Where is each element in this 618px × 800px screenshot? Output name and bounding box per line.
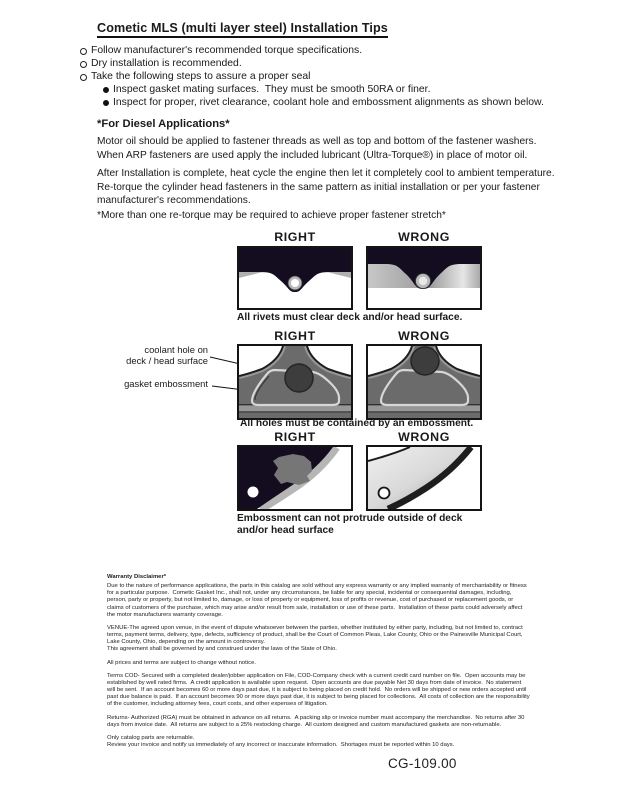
sub-bullet-item: [103, 96, 560, 109]
bullet-text: Dry installation is recommended.: [91, 58, 242, 69]
sub-bullet-text: Inspect for proper, rivet clearance, coolant hole and embossment alignments as shown below.: [113, 97, 544, 108]
row1-wrong-label: WRONG: [398, 230, 450, 244]
bullet-item: [80, 70, 560, 83]
diesel-paragraph-2: After Installation is complete, heat cycle the engine then let it completely cool to ambient temperature. Re-torque the cylinder head fasteners in the same pattern as initial installation or per your fastener manufacturer's recommendations.: [97, 168, 558, 207]
diesel-section-heading: *For Diesel Applications*: [97, 118, 230, 130]
row1-right-label: RIGHT: [274, 230, 316, 244]
legal-paragraph: Returns- Authorized (RGA) must be obtained in advance on all returns. A packing slip or invoice number must accompany the merchandise. No returns after 30 days from invoice date. All returns are subject to a 25% restocking charge. All custom designed and custom manufactured gaskets are non-returnable.: [107, 714, 527, 728]
bullet-text: Take the following steps to assure a proper seal: [91, 71, 311, 82]
coolant-hole-right-diagram: [239, 346, 351, 418]
page-number: CG-109.00: [388, 756, 457, 771]
row2-wrong-label: WRONG: [398, 329, 450, 343]
row2-right-panel: [237, 344, 353, 420]
legal-paragraph: VENUE-The agreed upon venue, in the event of dispute whatsoever between the parties, whether instituted by either party, including, but not limited to, contract terms, payment terms, delivery, type, defects, sufficiency of product, shall be the Court of Common Pleas, Lake County, Ohio or the Painesville Municipal Court, Lake County, Ohio, depending on the amount in controversy.: [107, 624, 525, 646]
row3-caption: Embossment can not protrude outside of deck and/or head surface: [237, 513, 463, 536]
warranty-heading: Warranty Disclaimer*: [107, 574, 167, 580]
legal-paragraph: Terms COD- Secured with a completed dealer/jobber application on File, COD-Company check with a current credit card number on file. Open accounts may be established by well rated firms. A credit application is available upon request. Open accounts are due payable Net 30 days from date of invoice. No statement will be sent. If an account becomes 60 or more days past due, it is subject to being placed on credit hold. No orders will be shipped or new orders accepted until past due balance is paid. If an account becomes 90 or more days past due, it is subject to being placed for collections. All costs of collection are the responsibility of the customer, including attorney fees, court costs, and other expenses of litigation.: [107, 672, 532, 708]
warranty-disclaimer-block: [107, 574, 531, 755]
rivet-clearance-wrong-diagram: [368, 248, 480, 308]
embossment-area: [273, 454, 312, 485]
row2-right-label: RIGHT: [274, 329, 316, 343]
row3-right-panel: [237, 445, 353, 511]
row3-right-label: RIGHT: [274, 430, 316, 444]
legal-paragraph: This agreement shall be governed by and construed under the laws of the State of Ohio.: [107, 646, 337, 653]
retorque-note: *More than one re-torque may be required to achieve proper fastener stretch*: [97, 210, 446, 221]
legal-paragraph: Due to the nature of performance applications, the parts in this catalog are sold without any express warranty or any implied warranty of merchantability or fitness for a particular purpose. Cometic Gasket Inc., shall not, under any circumstances, be liable for any special, incidental or consequential damages, including, person, party or property, but not limited to, damage, or loss of property or equipment, loss of profits or revenue, cost of purchased or replacement goods, or claims of customers of the purchase, which may arise and/or result from sale, installation or use of these parts. Installation of these parts could adversely affect the motor manufacturers warranty coverage.: [107, 583, 529, 618]
legal-paragraph: Review your invoice and notify us immediately of any incorrect or inaccurate information. Shortages must be reported within 10 days.: [107, 741, 455, 748]
row1-caption: All rivets must clear deck and/or head surface.: [237, 312, 463, 323]
bullet-list: [80, 44, 560, 109]
coolant-hole-wrong-diagram: [368, 346, 480, 418]
open-circle-bullet-icon: [80, 74, 87, 81]
bullet-text: Follow manufacturer's recommended torque specifications.: [91, 45, 363, 56]
page-title: Cometic MLS (multi layer steel) Installation Tips: [97, 21, 388, 38]
bolt-hole: [379, 488, 390, 499]
legal-paragraph: All prices and terms are subject to change without notice.: [107, 659, 256, 666]
row3-wrong-panel: [366, 445, 482, 511]
diesel-paragraph-1: Motor oil should be applied to fastener threads as well as top and bottom of the fastener washers. When ARP fasteners are used apply the included lubricant (Ultra-Torque®) in place of motor oil.: [97, 136, 540, 161]
open-circle-bullet-icon: [80, 61, 87, 68]
row1-right-panel: [237, 246, 353, 310]
row2-caption: All holes must be contained by an embossment.: [240, 418, 474, 429]
open-circle-bullet-icon: [80, 48, 87, 55]
bolt-hole: [248, 487, 259, 498]
legal-paragraph: Only catalog parts are returnable.: [107, 734, 195, 741]
deck-band: [239, 405, 351, 411]
gasket-embossment-callout: gasket embossment: [124, 378, 208, 389]
row2-wrong-panel: [366, 344, 482, 420]
embossment-wrong-diagram: [368, 447, 480, 509]
row3-wrong-label: WRONG: [398, 430, 450, 444]
filled-dot-bullet-icon: [103, 100, 109, 106]
bullet-item: [80, 57, 560, 70]
deck-band: [368, 405, 480, 411]
bullet-item: [80, 44, 560, 57]
row1-wrong-panel: [366, 246, 482, 310]
filled-dot-bullet-icon: [103, 87, 109, 93]
rivet-clearance-right-diagram: [239, 248, 351, 308]
sub-bullet-item: [103, 83, 560, 96]
coolant-hole-callout: coolant hole on deck / head surface: [126, 344, 208, 366]
embossment-right-diagram: [239, 447, 351, 509]
sub-bullet-text: Inspect gasket mating surfaces. They must be smooth 50RA or finer.: [113, 84, 431, 95]
coolant-hole: [411, 347, 439, 375]
coolant-hole: [285, 364, 313, 392]
